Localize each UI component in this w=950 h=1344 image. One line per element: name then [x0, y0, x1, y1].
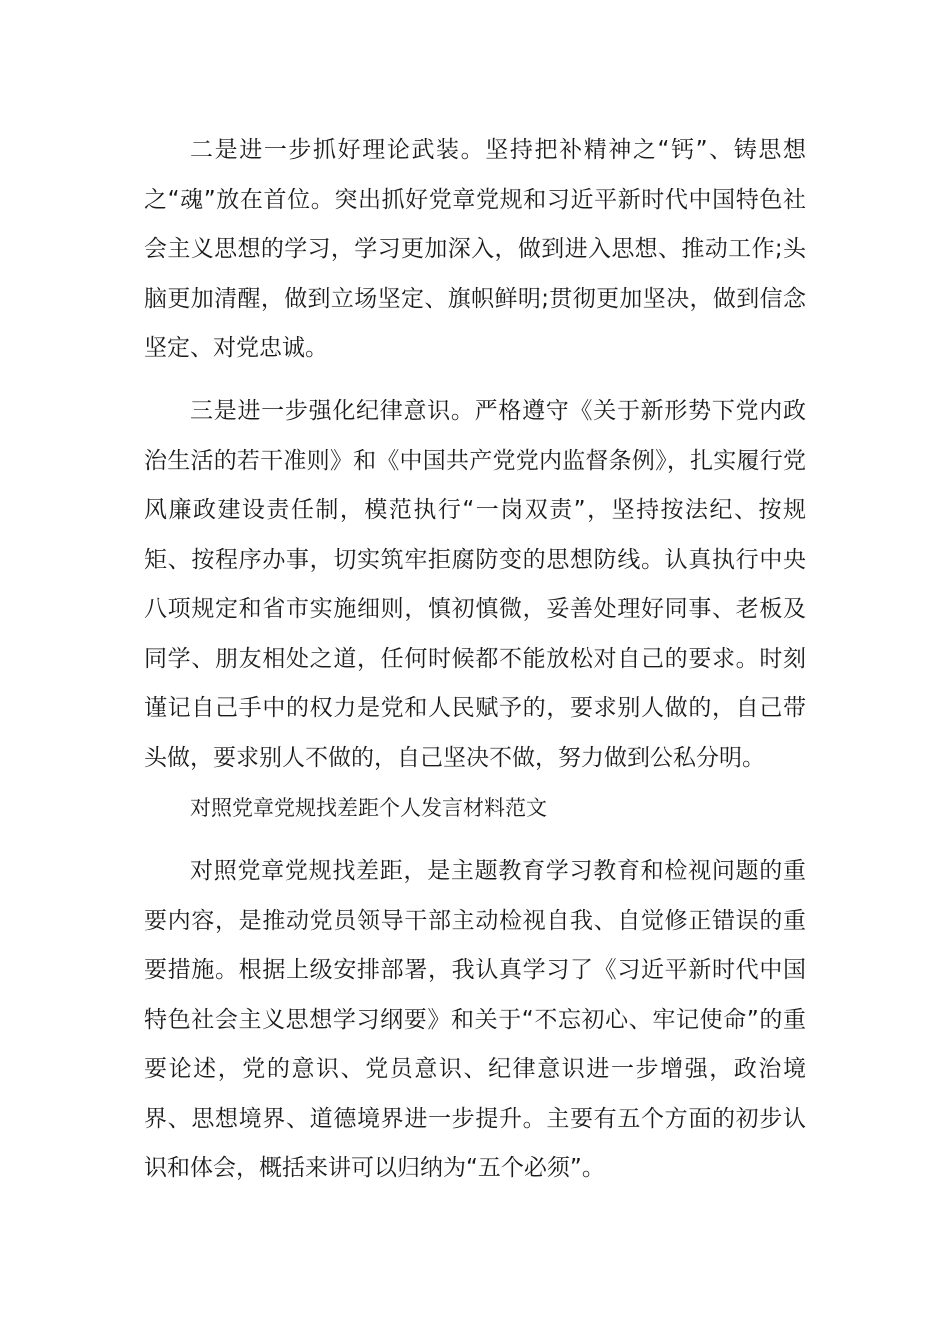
paragraph-intro: 对照党章党规找差距，是主题教育学习教育和检视问题的重要内容，是推动党员领导干部主动检视自我、自觉修正错误的重要措施。根据上级安排部署，我认真学习了《习近平新时代中国特色社会主义思想学习纲要》和关于“不忘初心、牢记使命”的重要论述，党的意识、党员意识、纪律意识进一步增强，政治境界、思想境界、道德境界进一步提升。主要有五个方面的初步认识和体会，概括来讲可以归纳为“五个必须”。 — [144, 858, 806, 1181]
section-title: 对照党章党规找差距个人发言材料范文 — [190, 796, 547, 820]
paragraph-theory-arming: 二是进一步抓好理论武装。坚持把补精神之“钙”、铸思想之“魂”放在首位。突出抓好党章党规和习近平新时代中国特色社会主义思想的学习，学习更加深入，做到进入思想、推动工作;头脑更加清醒，做到立场坚定、旗帜鲜明;贯彻更加坚决，做到信念坚定、对党忠诚。 — [144, 137, 806, 361]
paragraph-discipline-awareness: 三是进一步强化纪律意识。严格遵守《关于新形势下党内政治生活的若干准则》和《中国共产党党内监督条例》，扎实履行党风廉政建设责任制，模范执行“一岗双责”，坚持按法纪、按规矩、按程序办事，切实筑牢拒腐防变的思想防线。认真执行中央八项规定和省市实施细则，慎初慎微，妥善处理好同事、老板及同学、朋友相处之道，任何时候都不能放松对自己的要求。时刻谨记自己手中的权力是党和人民赋予的，要求别人做的，自己带头做，要求别人不做的，自己坚决不做，努力做到公私分明。 — [144, 398, 806, 771]
